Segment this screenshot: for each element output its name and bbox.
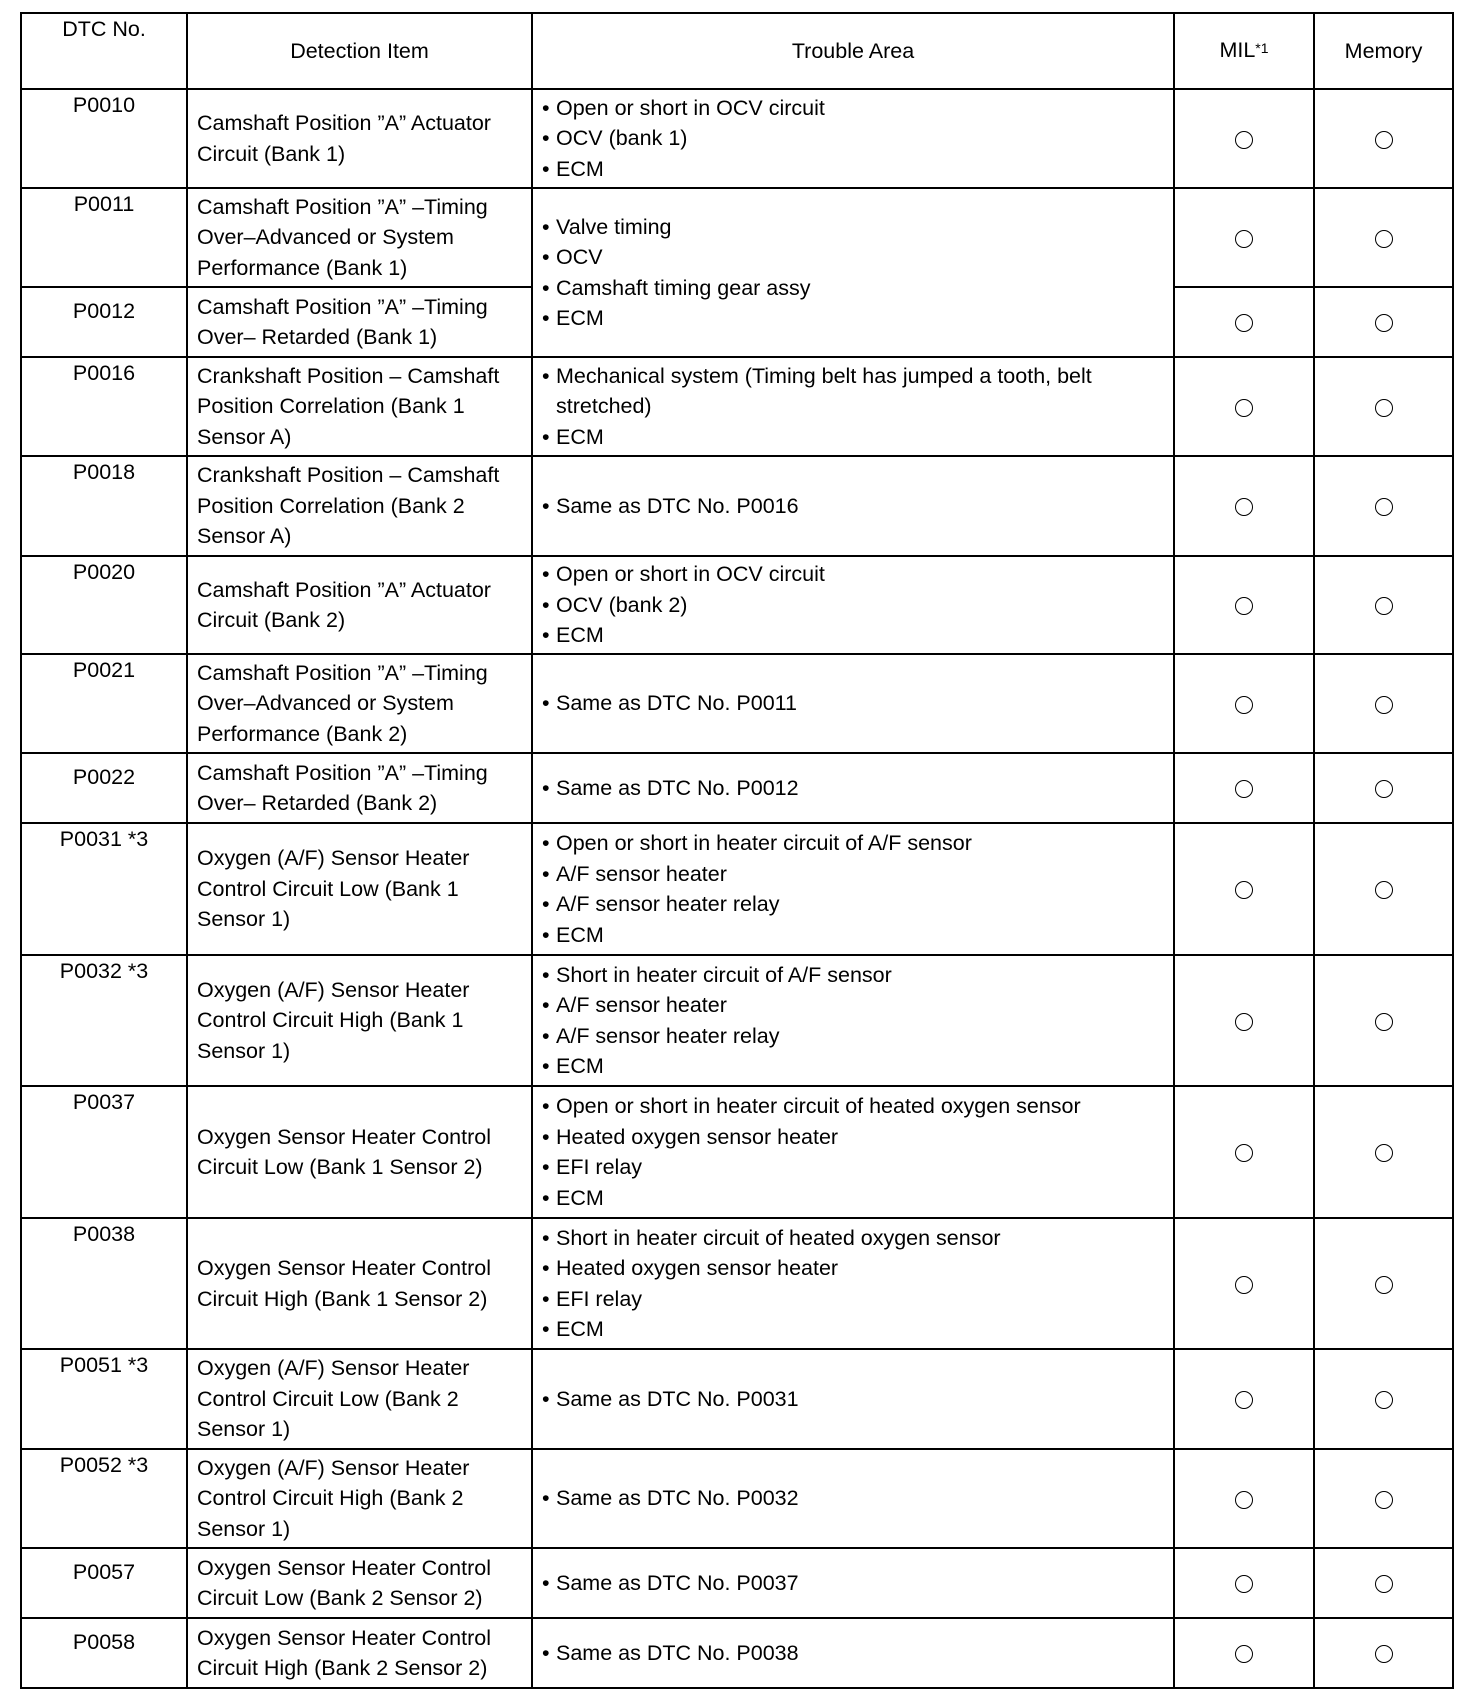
trouble-area-list: [542, 559, 1164, 651]
mil-circle-icon: [1235, 1575, 1253, 1593]
trouble-area-list: [542, 1638, 1164, 1669]
mil-circle-icon: [1235, 881, 1253, 899]
mil-cell: [1174, 823, 1314, 955]
detection-item: Oxygen Sensor Heater Control Circuit High (Bank 2 Sensor 2): [187, 1618, 532, 1688]
dtc-code: P0010: [21, 89, 187, 188]
trouble-area: [532, 753, 1174, 823]
trouble-area-item: • OCV: [542, 242, 1164, 273]
detection-item: Oxygen Sensor Heater Control Circuit Low (Bank 1 Sensor 2): [187, 1086, 532, 1218]
mil-cell: [1174, 1218, 1314, 1349]
table-row: [21, 188, 1453, 287]
mil-circle-icon: [1235, 780, 1253, 798]
mil-cell: [1174, 1349, 1314, 1449]
trouble-area-item: • Same as DTC No. P0032: [542, 1483, 1164, 1514]
trouble-area-item: • ECM: [542, 1051, 1164, 1082]
mil-cell: [1174, 188, 1314, 287]
mil-cell: [1174, 556, 1314, 654]
table-row: [21, 753, 1453, 823]
trouble-area-item: • Short in heater circuit of heated oxygen sensor: [542, 1223, 1164, 1254]
mil-cell: [1174, 89, 1314, 188]
detection-item: Crankshaft Position – Camshaft Position Correlation (Bank 1 Sensor A): [187, 357, 532, 456]
memory-cell: [1314, 89, 1453, 188]
trouble-area-item: • Same as DTC No. P0037: [542, 1568, 1164, 1599]
table-row: [21, 1086, 1453, 1218]
header-dtc-no: DTC No.: [21, 13, 187, 89]
trouble-area-list: [542, 491, 1164, 522]
trouble-area-item: • Same as DTC No. P0038: [542, 1638, 1164, 1669]
memory-circle-icon: [1375, 399, 1393, 417]
trouble-area-list: [542, 1483, 1164, 1514]
trouble-area: [532, 1618, 1174, 1688]
trouble-area-list: [542, 1384, 1164, 1415]
mil-cell: [1174, 287, 1314, 357]
detection-item: Camshaft Position ”A” –Timing Over–Advanced or System Performance (Bank 2): [187, 654, 532, 753]
table-row: [21, 1618, 1453, 1688]
trouble-area-item: • Open or short in OCV circuit: [542, 93, 1164, 124]
dtc-code: P0038: [21, 1218, 187, 1349]
mil-circle-icon: [1235, 1491, 1253, 1509]
trouble-area-item: • Valve timing: [542, 212, 1164, 243]
mil-cell: [1174, 357, 1314, 456]
trouble-area: [532, 357, 1174, 456]
dtc-code: P0020: [21, 556, 187, 654]
trouble-area-item: • ECM: [542, 154, 1164, 185]
table-row: [21, 556, 1453, 654]
memory-cell: [1314, 456, 1453, 556]
memory-cell: [1314, 823, 1453, 955]
memory-circle-icon: [1375, 131, 1393, 149]
detection-item: Oxygen (A/F) Sensor Heater Control Circuit Low (Bank 2 Sensor 1): [187, 1349, 532, 1449]
mil-circle-icon: [1235, 1276, 1253, 1294]
memory-cell: [1314, 1349, 1453, 1449]
mil-cell: [1174, 1618, 1314, 1688]
header-trouble-area: Trouble Area: [532, 13, 1174, 89]
mil-cell: [1174, 654, 1314, 753]
header-mil-note: *1: [1255, 39, 1269, 56]
table-row: [21, 89, 1453, 188]
table-row: [21, 1548, 1453, 1618]
detection-item: Camshaft Position ”A” –Timing Over– Retarded (Bank 2): [187, 753, 532, 823]
table-row: [21, 654, 1453, 753]
dtc-code: P0052 *3: [21, 1449, 187, 1548]
mil-circle-icon: [1235, 1013, 1253, 1031]
trouble-area-item: • A/F sensor heater relay: [542, 889, 1164, 920]
detection-item: Oxygen Sensor Heater Control Circuit High (Bank 1 Sensor 2): [187, 1218, 532, 1349]
trouble-area-item: • Open or short in OCV circuit: [542, 559, 1164, 590]
header-row: [21, 13, 1453, 89]
memory-cell: [1314, 1218, 1453, 1349]
memory-circle-icon: [1375, 1491, 1393, 1509]
header-detection-item: Detection Item: [187, 13, 532, 89]
trouble-area-list: [542, 361, 1164, 453]
trouble-area-item: • OCV (bank 2): [542, 590, 1164, 621]
trouble-area: [532, 556, 1174, 654]
memory-cell: [1314, 556, 1453, 654]
mil-circle-icon: [1235, 131, 1253, 149]
mil-circle-icon: [1235, 696, 1253, 714]
memory-circle-icon: [1375, 1144, 1393, 1162]
mil-cell: [1174, 456, 1314, 556]
trouble-area-item: • Mechanical system (Timing belt has jumped a tooth, belt stretched): [542, 361, 1164, 422]
trouble-area-list: [542, 1223, 1164, 1345]
memory-circle-icon: [1375, 1391, 1393, 1409]
mil-cell: [1174, 1086, 1314, 1218]
trouble-area: [532, 823, 1174, 955]
dtc-table: [20, 12, 1454, 1689]
memory-circle-icon: [1375, 696, 1393, 714]
trouble-area-item: • Same as DTC No. P0031: [542, 1384, 1164, 1415]
trouble-area-list: [542, 1568, 1164, 1599]
trouble-area-item: • ECM: [542, 1314, 1164, 1345]
mil-circle-icon: [1235, 498, 1253, 516]
trouble-area-item: • ECM: [542, 303, 1164, 334]
dtc-code: P0018: [21, 456, 187, 556]
memory-cell: [1314, 1618, 1453, 1688]
mil-cell: [1174, 1449, 1314, 1548]
detection-item: Camshaft Position ”A” –Timing Over– Retarded (Bank 1): [187, 287, 532, 357]
detection-item: Oxygen Sensor Heater Control Circuit Low (Bank 2 Sensor 2): [187, 1548, 532, 1618]
memory-cell: [1314, 1086, 1453, 1218]
table-row: [21, 823, 1453, 955]
memory-circle-icon: [1375, 1013, 1393, 1031]
detection-item: Oxygen (A/F) Sensor Heater Control Circuit High (Bank 2 Sensor 1): [187, 1449, 532, 1548]
trouble-area-list: [542, 773, 1164, 804]
table-row: [21, 1349, 1453, 1449]
trouble-area-item: • Same as DTC No. P0016: [542, 491, 1164, 522]
table-row: [21, 456, 1453, 556]
dtc-code: P0032 *3: [21, 955, 187, 1086]
trouble-area-item: • Short in heater circuit of A/F sensor: [542, 960, 1164, 991]
detection-item: Oxygen (A/F) Sensor Heater Control Circuit Low (Bank 1 Sensor 1): [187, 823, 532, 955]
trouble-area-item: • EFI relay: [542, 1152, 1164, 1183]
dtc-code: P0057: [21, 1548, 187, 1618]
trouble-area-list: [542, 212, 1164, 334]
trouble-area-item: • Heated oxygen sensor heater: [542, 1122, 1164, 1153]
trouble-area-item: • ECM: [542, 920, 1164, 951]
memory-cell: [1314, 188, 1453, 287]
memory-cell: [1314, 357, 1453, 456]
dtc-code: P0051 *3: [21, 1349, 187, 1449]
table-row: [21, 1218, 1453, 1349]
trouble-area-list: [542, 960, 1164, 1082]
mil-cell: [1174, 1548, 1314, 1618]
header-mil-label: MIL: [1219, 37, 1256, 62]
mil-cell: [1174, 955, 1314, 1086]
trouble-area: [532, 1218, 1174, 1349]
dtc-code: P0022: [21, 753, 187, 823]
memory-circle-icon: [1375, 881, 1393, 899]
trouble-area-item: • ECM: [542, 1183, 1164, 1214]
detection-item: Camshaft Position ”A” Actuator Circuit (Bank 2): [187, 556, 532, 654]
trouble-area: [532, 456, 1174, 556]
trouble-area-item: • Open or short in heater circuit of heated oxygen sensor: [542, 1091, 1164, 1122]
header-mil: [1174, 13, 1314, 89]
memory-circle-icon: [1375, 498, 1393, 516]
trouble-area-item: • ECM: [542, 422, 1164, 453]
trouble-area-list: [542, 93, 1164, 185]
detection-item: Camshaft Position ”A” Actuator Circuit (Bank 1): [187, 89, 532, 188]
dtc-code: P0021: [21, 654, 187, 753]
table-row: [21, 1449, 1453, 1548]
trouble-area: [532, 1349, 1174, 1449]
trouble-area-item: • ECM: [542, 620, 1164, 651]
trouble-area: [532, 89, 1174, 188]
trouble-area: [532, 1449, 1174, 1548]
memory-circle-icon: [1375, 1575, 1393, 1593]
trouble-area: [532, 1548, 1174, 1618]
mil-circle-icon: [1235, 1144, 1253, 1162]
memory-cell: [1314, 654, 1453, 753]
trouble-area: [532, 1086, 1174, 1218]
trouble-area: [532, 654, 1174, 753]
detection-item: Oxygen (A/F) Sensor Heater Control Circuit High (Bank 1 Sensor 1): [187, 955, 532, 1086]
mil-circle-icon: [1235, 314, 1253, 332]
memory-circle-icon: [1375, 230, 1393, 248]
mil-circle-icon: [1235, 230, 1253, 248]
memory-cell: [1314, 753, 1453, 823]
trouble-area-item: • Same as DTC No. P0011: [542, 688, 1164, 719]
detection-item: Camshaft Position ”A” –Timing Over–Advanced or System Performance (Bank 1): [187, 188, 532, 287]
dtc-code: P0012: [21, 287, 187, 357]
table-row: [21, 357, 1453, 456]
memory-circle-icon: [1375, 1276, 1393, 1294]
dtc-code: P0058: [21, 1618, 187, 1688]
mil-circle-icon: [1235, 399, 1253, 417]
memory-circle-icon: [1375, 597, 1393, 615]
dtc-code: P0031 *3: [21, 823, 187, 955]
trouble-area-item: • Same as DTC No. P0012: [542, 773, 1164, 804]
trouble-area-item: • A/F sensor heater: [542, 859, 1164, 890]
trouble-area-item: • Heated oxygen sensor heater: [542, 1253, 1164, 1284]
trouble-area-item: • A/F sensor heater: [542, 990, 1164, 1021]
header-memory: Memory: [1314, 13, 1453, 89]
trouble-area-list: [542, 1091, 1164, 1213]
memory-cell: [1314, 1449, 1453, 1548]
dtc-code: P0037: [21, 1086, 187, 1218]
trouble-area-list: [542, 828, 1164, 950]
detection-item: Crankshaft Position – Camshaft Position Correlation (Bank 2 Sensor A): [187, 456, 532, 556]
memory-circle-icon: [1375, 780, 1393, 798]
mil-circle-icon: [1235, 597, 1253, 615]
mil-circle-icon: [1235, 1391, 1253, 1409]
mil-cell: [1174, 753, 1314, 823]
memory-circle-icon: [1375, 1645, 1393, 1663]
trouble-area-list: [542, 688, 1164, 719]
memory-cell: [1314, 1548, 1453, 1618]
mil-circle-icon: [1235, 1645, 1253, 1663]
dtc-code: P0016: [21, 357, 187, 456]
memory-cell: [1314, 955, 1453, 1086]
memory-circle-icon: [1375, 314, 1393, 332]
trouble-area: [532, 188, 1174, 357]
table-row: [21, 955, 1453, 1086]
memory-cell: [1314, 287, 1453, 357]
trouble-area-item: • OCV (bank 1): [542, 123, 1164, 154]
trouble-area-item: • EFI relay: [542, 1284, 1164, 1315]
dtc-code: P0011: [21, 188, 187, 287]
trouble-area: [532, 955, 1174, 1086]
dtc-table-body: [21, 89, 1453, 1688]
trouble-area-item: • Camshaft timing gear assy: [542, 273, 1164, 304]
trouble-area-item: • A/F sensor heater relay: [542, 1021, 1164, 1052]
trouble-area-item: • Open or short in heater circuit of A/F sensor: [542, 828, 1164, 859]
